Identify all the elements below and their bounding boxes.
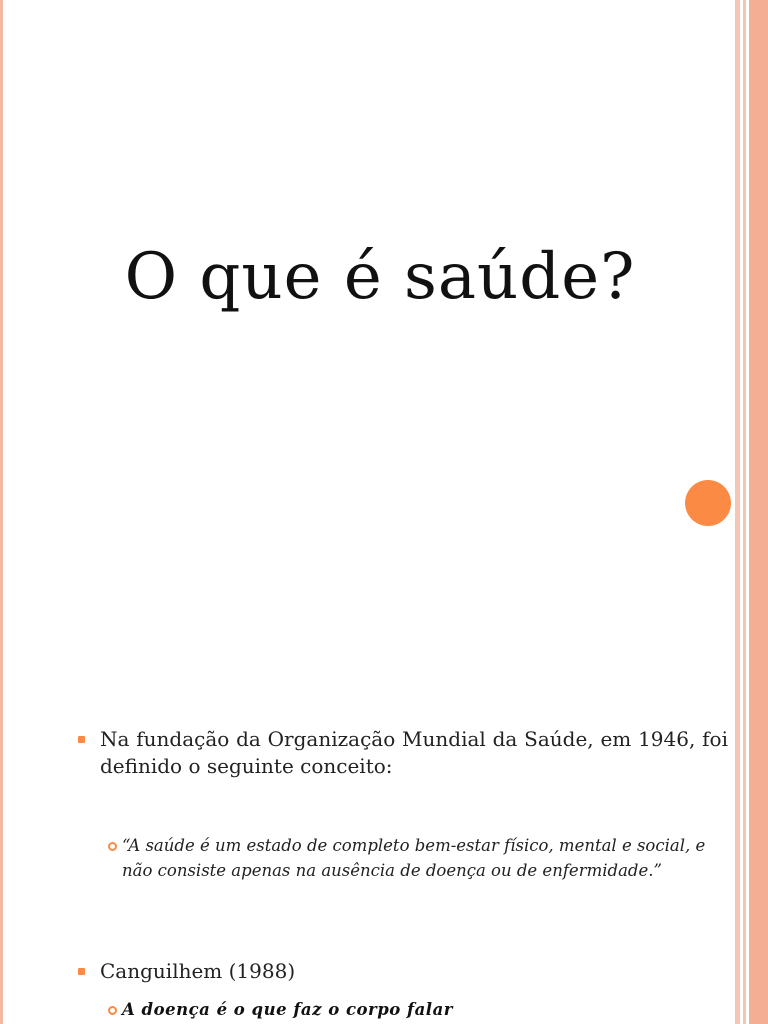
square-bullet-icon (78, 968, 85, 975)
list-item (108, 997, 728, 1022)
slide-title: O que é saúde? (124, 240, 636, 314)
square-bullet-icon (78, 736, 85, 743)
bullet-text: Na fundação da Organização Mundial da Saúde, em 1946, foi definido o seguinte conceito: (100, 727, 728, 778)
bullet-text: Canguilhem (1988) (100, 959, 296, 983)
sub-bullet-text: A doença é o que faz o corpo falar (122, 1000, 453, 1019)
left-border (0, 0, 3, 1024)
list-item (78, 958, 728, 985)
list-item (78, 726, 728, 780)
orange-circle-icon (685, 480, 731, 526)
ring-bullet-icon (108, 842, 117, 851)
quote-text: “A saúde é um estado de completo bem-estar físico, mental e social, e não consiste apenas na ausência de doença ou de enfermidade.” (122, 836, 706, 880)
list-item (108, 833, 728, 883)
right-border-stripes (732, 0, 768, 1024)
ring-bullet-icon (108, 1006, 117, 1015)
